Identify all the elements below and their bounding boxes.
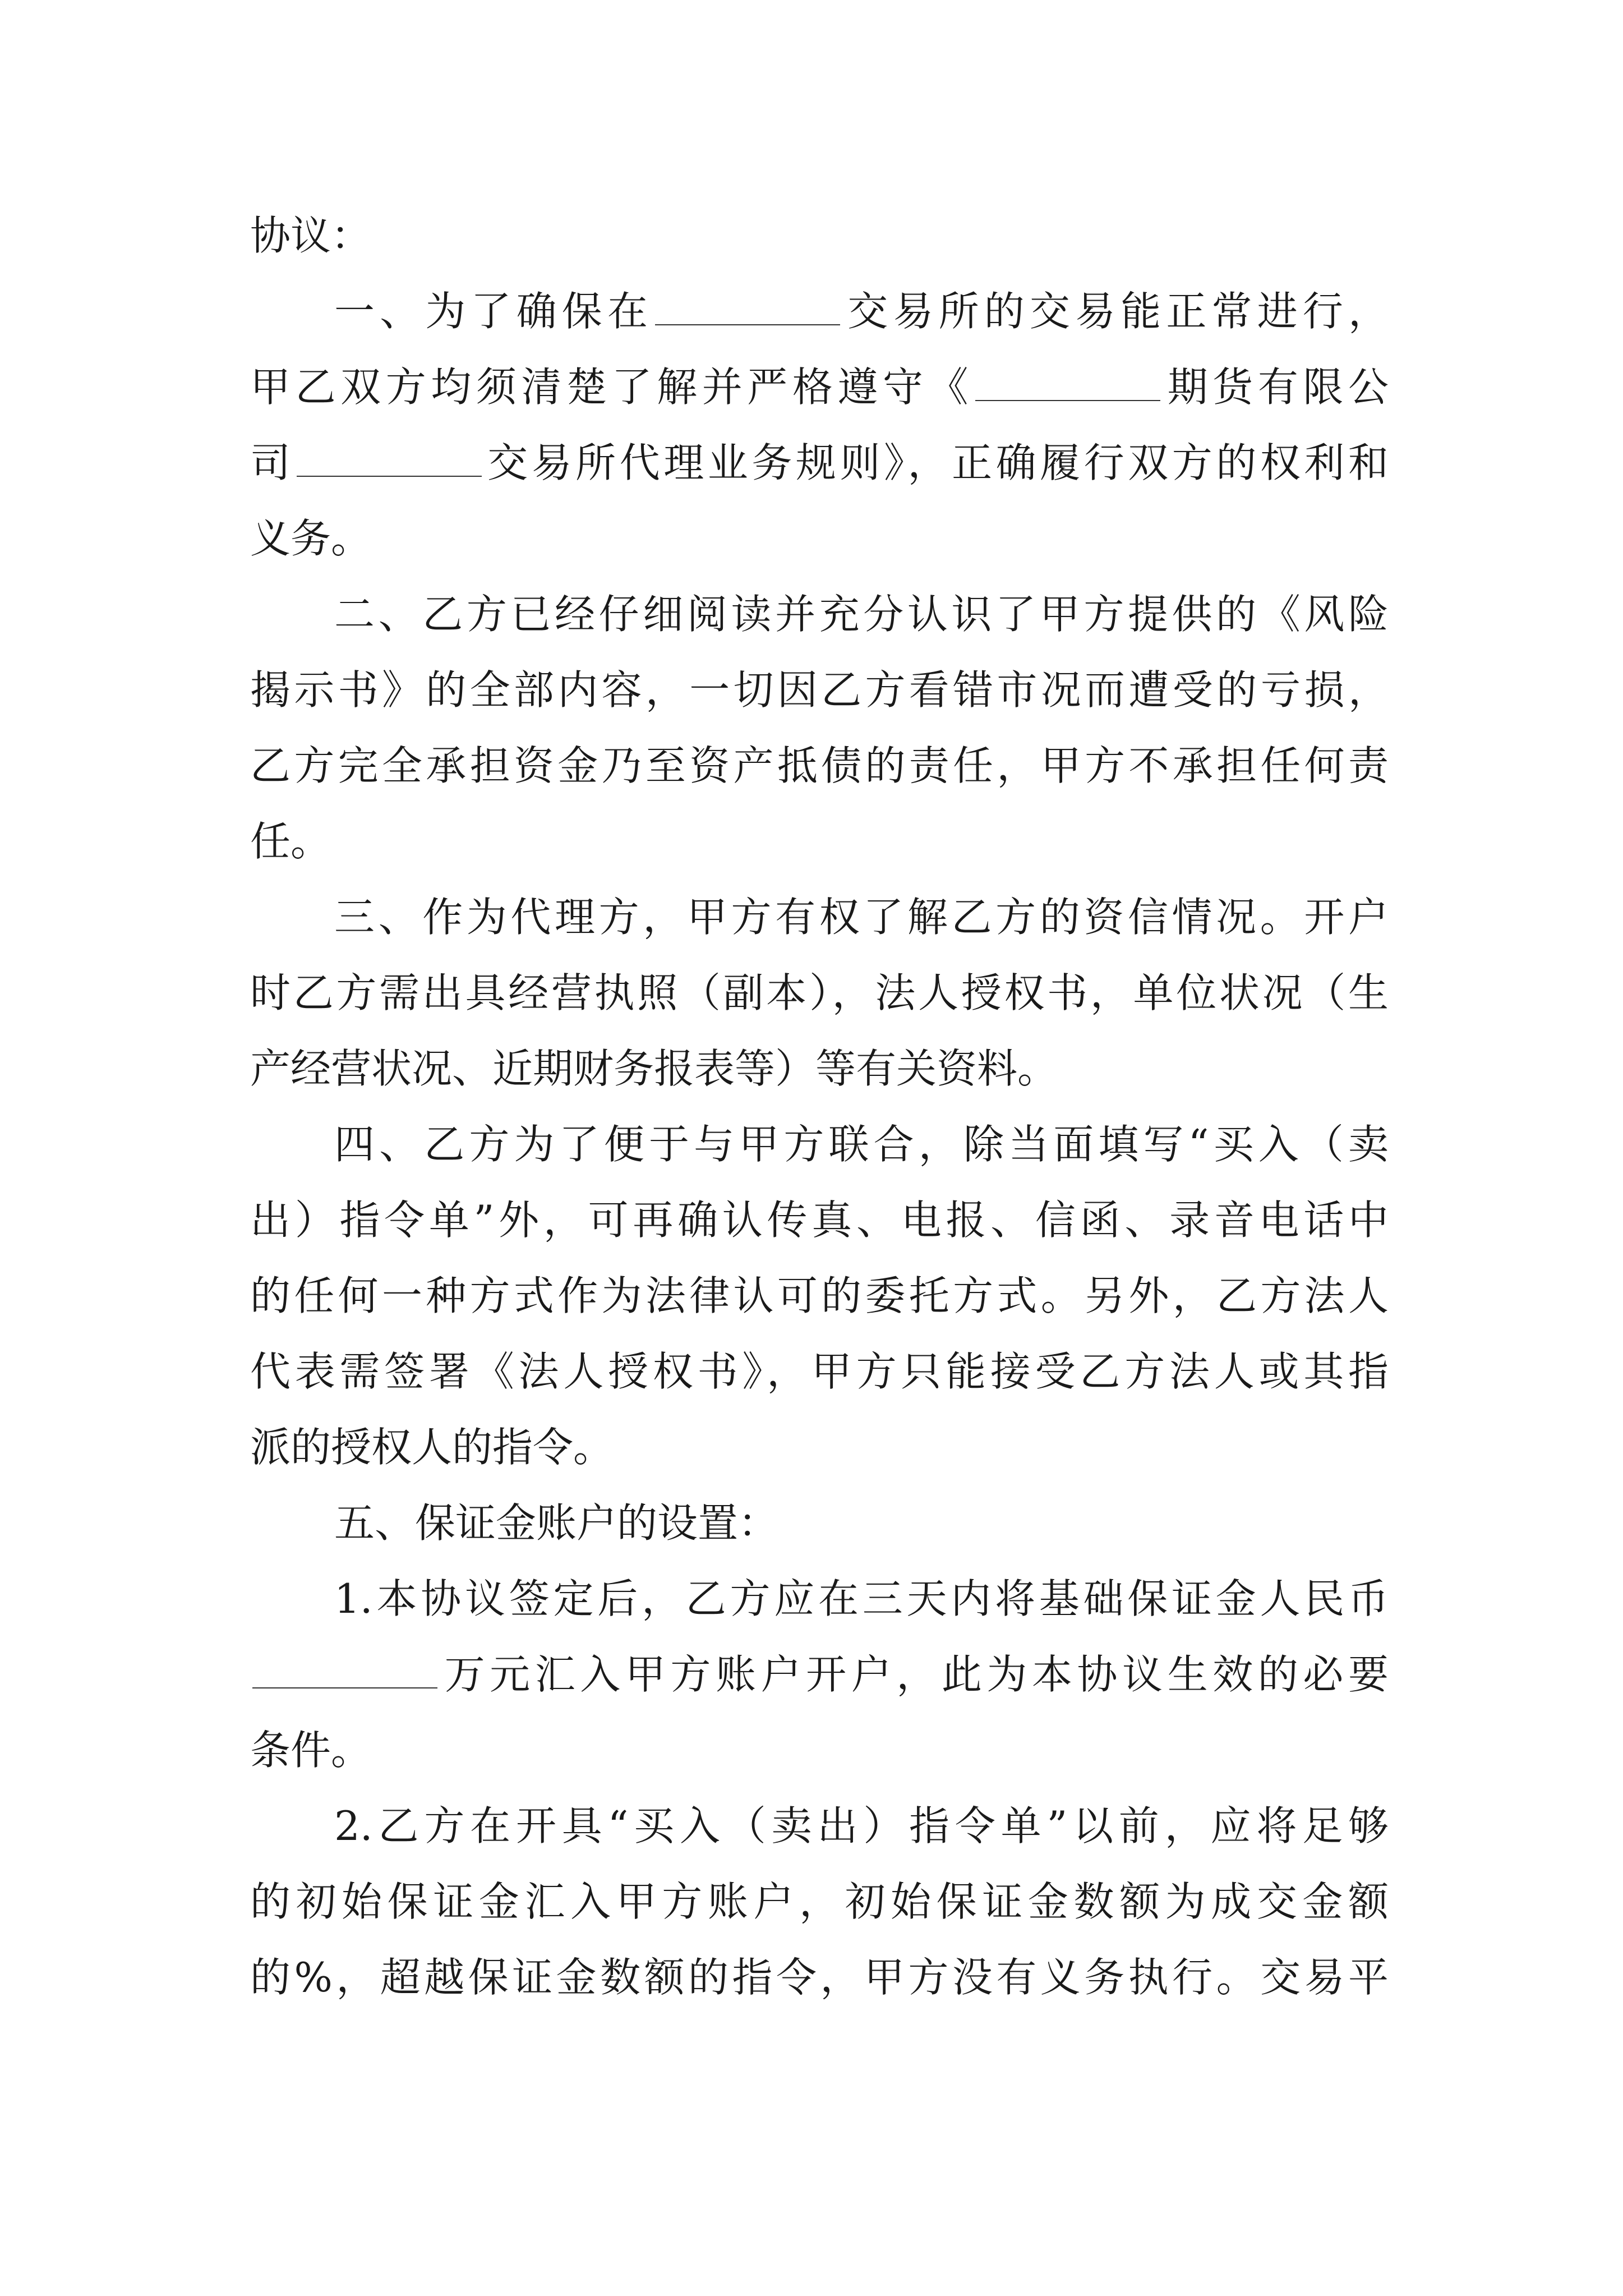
line-text: 任。 xyxy=(250,818,331,865)
line-l07 xyxy=(250,662,1389,718)
line-text: 期货有限公 xyxy=(1163,364,1389,411)
line-l23 xyxy=(250,1874,1389,1930)
line-text: 1.本协议签定后，乙方应在三天内将基础保证金人民币 xyxy=(334,1575,1389,1622)
line-text: 一、为了确保在 xyxy=(334,288,653,335)
line-l16 xyxy=(250,1343,1389,1400)
line-text: 司 xyxy=(250,439,294,486)
line-text: 代表需签署《法人授权书》，甲方只能接受乙方法人或其指 xyxy=(250,1348,1389,1395)
line-text: 出）指令单”外，可再确认传真、电报、信函、录音电话中 xyxy=(250,1197,1389,1244)
line-l05 xyxy=(250,510,1389,567)
line-l14 xyxy=(250,1192,1389,1248)
line-text: 四、乙方为了便于与甲方联合，除当面填写“买入（卖 xyxy=(334,1121,1389,1168)
line-l20 xyxy=(250,1646,1389,1703)
line-l18 xyxy=(250,1495,1389,1551)
line-l15 xyxy=(250,1268,1389,1324)
line-l03 xyxy=(250,359,1389,415)
line-l04 xyxy=(250,435,1389,491)
line-l02 xyxy=(250,283,1389,339)
line-l13 xyxy=(250,1116,1389,1172)
fill-in-blank xyxy=(252,1687,437,1688)
line-l17 xyxy=(250,1419,1389,1475)
line-text: 乙方完全承担资金乃至资产抵债的责任，甲方不承担任何责 xyxy=(250,742,1389,789)
line-text: 的任何一种方式作为法律认可的委托方式。另外，乙方法人 xyxy=(250,1272,1389,1319)
line-l22 xyxy=(250,1798,1389,1854)
line-l10 xyxy=(250,889,1389,945)
line-l19 xyxy=(250,1571,1389,1627)
line-l06 xyxy=(250,586,1389,642)
line-text: 时乙方需出具经营执照（副本），法人授权书，单位状况（生 xyxy=(250,969,1389,1016)
fill-in-blank xyxy=(297,475,482,477)
line-text: 三、作为代理方，甲方有权了解乙方的资信情况。开户 xyxy=(334,894,1389,941)
line-text: 产经营状况、近期财务报表等）等有关资料。 xyxy=(250,1045,1058,1092)
line-text: 协议： xyxy=(250,212,372,259)
line-l24 xyxy=(250,1949,1389,2005)
line-l11 xyxy=(250,965,1389,1021)
line-l01 xyxy=(250,208,1389,264)
line-l21 xyxy=(250,1722,1389,1778)
line-l08 xyxy=(250,738,1389,794)
fill-in-blank xyxy=(975,399,1160,401)
line-text: 交易所代理业务规则》，正确履行双方的权利和 xyxy=(483,439,1389,486)
line-text: 万元汇入甲方账户开户，此为本协议生效的必要 xyxy=(440,1651,1389,1698)
line-text: 交易所的交易能正常进行， xyxy=(842,288,1389,335)
line-text: 揭示书》的全部内容，一切因乙方看错市况而遭受的亏损， xyxy=(250,666,1389,714)
line-l09 xyxy=(250,813,1389,869)
line-text: 条件。 xyxy=(250,1727,372,1774)
line-text: 派的授权人的指令。 xyxy=(250,1424,614,1471)
line-text: 2.乙方在开具“买入（卖出）指令单”以前，应将足够 xyxy=(334,1802,1389,1849)
line-text: 的%，超越保证金数额的指令，甲方没有义务执行。交易平 xyxy=(250,1954,1389,2001)
line-text: 义务。 xyxy=(250,515,372,562)
line-l12 xyxy=(250,1041,1389,1097)
line-text: 甲乙双方均须清楚了解并严格遵守《 xyxy=(250,364,974,411)
line-text: 五、保证金账户的设置： xyxy=(334,1499,779,1547)
line-text: 的初始保证金汇入甲方账户，初始保证金数额为成交金额 xyxy=(250,1878,1389,1925)
line-text: 二、乙方已经仔细阅读并充分认识了甲方提供的《风险 xyxy=(334,591,1389,638)
fill-in-blank xyxy=(655,324,840,325)
